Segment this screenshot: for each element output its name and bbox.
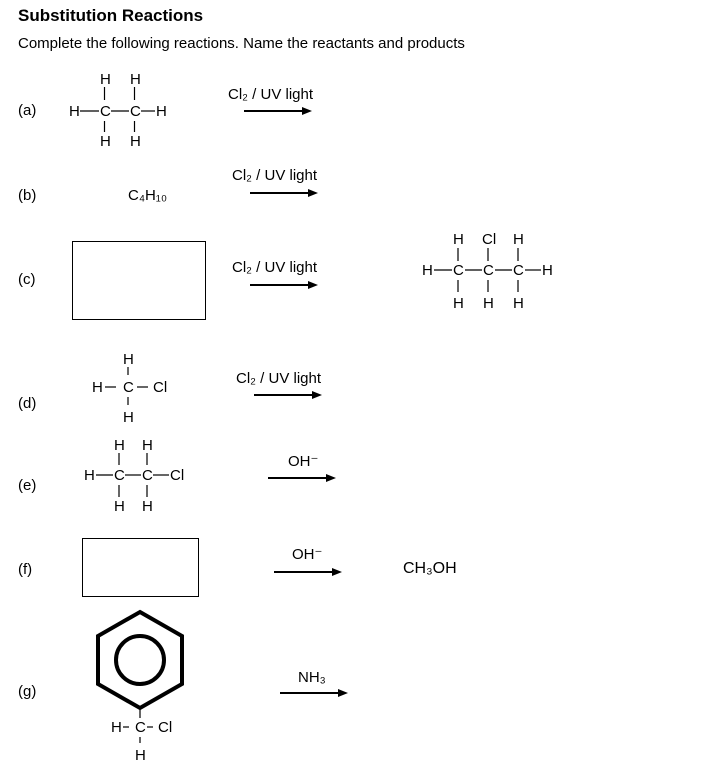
svg-text:H: H xyxy=(92,379,103,396)
reaction-arrow-a xyxy=(244,106,314,116)
reaction-arrow-c xyxy=(250,280,320,290)
page-title: Substitution Reactions xyxy=(18,6,204,25)
svg-text:H: H xyxy=(114,437,125,454)
svg-text:H: H xyxy=(513,295,524,312)
svg-text:H: H xyxy=(542,262,553,279)
svg-text:Cl: Cl xyxy=(170,467,185,484)
condition-g: NH₃ xyxy=(298,669,326,686)
condition-e: OH⁻ xyxy=(288,453,319,470)
svg-text:H: H xyxy=(100,71,111,88)
svg-text:C: C xyxy=(123,379,134,396)
condition-b: Cl₂ / UV light xyxy=(232,167,318,184)
svg-text:H: H xyxy=(483,295,494,312)
svg-text:H: H xyxy=(130,71,141,88)
svg-text:H: H xyxy=(114,498,125,515)
svg-text:H: H xyxy=(123,351,134,368)
structure-a-ethane xyxy=(66,70,176,150)
svg-text:H: H xyxy=(123,409,134,426)
svg-text:H: H xyxy=(111,719,122,736)
svg-text:H: H xyxy=(84,467,95,484)
svg-text:H: H xyxy=(130,133,141,150)
condition-a: Cl₂ / UV light xyxy=(228,86,314,103)
condition-d: Cl₂ / UV light xyxy=(236,370,322,387)
reaction-arrow-f xyxy=(274,567,344,577)
reaction-label-f: (f) xyxy=(18,561,33,578)
svg-text:H: H xyxy=(142,437,153,454)
condition-f: OH⁻ xyxy=(292,546,323,563)
svg-text:C: C xyxy=(100,103,111,120)
reactant-b-formula: C₄H₁₀ xyxy=(128,187,168,204)
svg-text:H: H xyxy=(100,133,111,150)
svg-text:H: H xyxy=(453,231,464,248)
svg-text:C: C xyxy=(453,262,464,279)
svg-text:Cl: Cl xyxy=(158,719,173,736)
svg-text:H: H xyxy=(69,103,80,120)
reaction-label-b: (b) xyxy=(18,187,37,204)
product-f-formula: CH₃OH xyxy=(403,560,457,577)
svg-text:C: C xyxy=(483,262,494,279)
svg-text:C: C xyxy=(114,467,125,484)
reaction-label-e: (e) xyxy=(18,477,37,494)
svg-text:H: H xyxy=(135,747,146,764)
structure-e-chloroethane xyxy=(82,434,202,518)
svg-text:Cl: Cl xyxy=(482,231,497,248)
svg-text:H: H xyxy=(513,231,524,248)
answer-box-c-reactant[interactable] xyxy=(72,241,206,320)
answer-box-f-reactant[interactable] xyxy=(82,538,199,597)
reaction-arrow-b xyxy=(250,188,320,198)
structure-d-chloromethane xyxy=(90,348,190,436)
svg-text:C: C xyxy=(513,262,524,279)
svg-text:Cl: Cl xyxy=(153,379,168,396)
reaction-label-c: (c) xyxy=(18,271,36,288)
svg-text:C: C xyxy=(135,719,146,736)
svg-text:H: H xyxy=(422,262,433,279)
reaction-arrow-g xyxy=(280,688,350,698)
reaction-arrow-d xyxy=(254,390,324,400)
reaction-label-a: (a) xyxy=(18,102,37,119)
reaction-arrow-e xyxy=(268,473,338,483)
svg-text:H: H xyxy=(156,103,167,120)
svg-text:H: H xyxy=(142,498,153,515)
reaction-label-g: (g) xyxy=(18,683,37,700)
structure-c-2-chloropropane xyxy=(420,228,565,314)
svg-text:C: C xyxy=(130,103,141,120)
svg-text:C: C xyxy=(142,467,153,484)
svg-text:H: H xyxy=(453,295,464,312)
condition-c: Cl₂ / UV light xyxy=(232,259,318,276)
structure-g-benzyl-chloride xyxy=(96,612,196,772)
instructions: Complete the following reactions. Name the reactants and products xyxy=(18,35,465,52)
reaction-label-d: (d) xyxy=(18,395,37,412)
